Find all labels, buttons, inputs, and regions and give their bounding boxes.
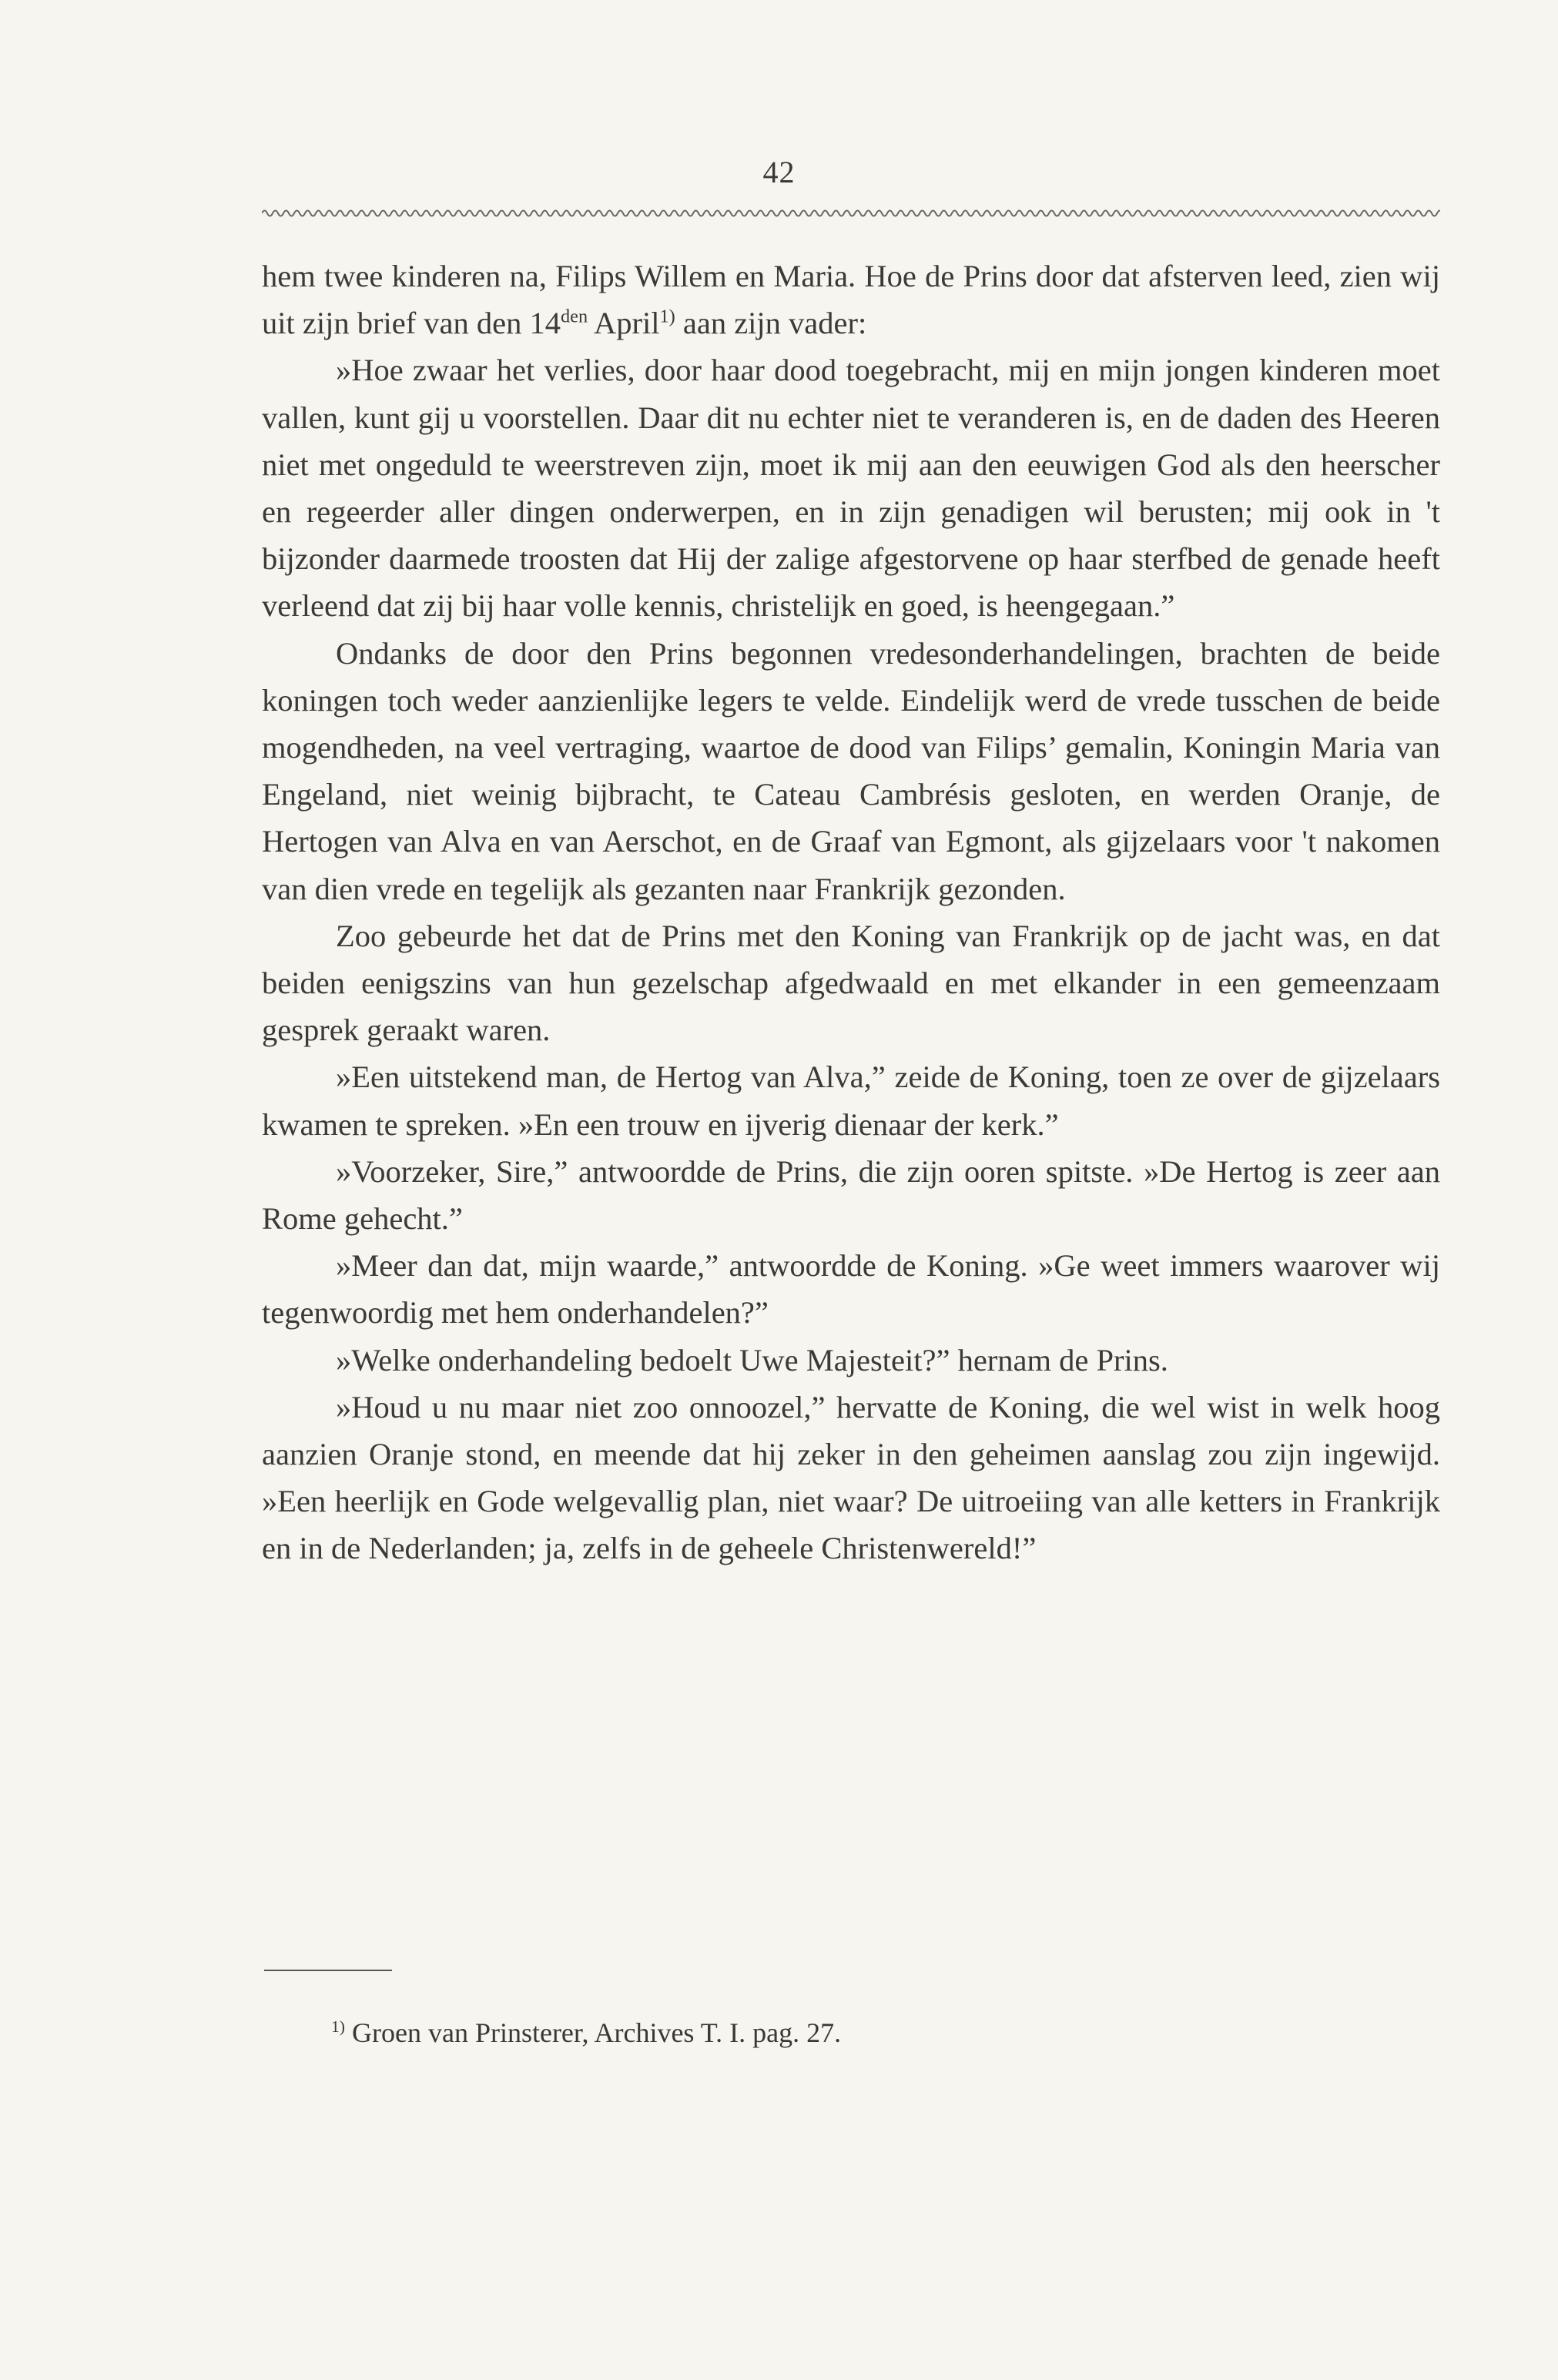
- paragraph: [262, 346, 1440, 629]
- wavy-ornament-rule: [262, 206, 1440, 220]
- footnote: [331, 2016, 841, 2050]
- footnote-rule: [264, 1970, 392, 1971]
- paragraph-text: Zoo gebeurde het dat de Prins met den Koning van Frankrijk op de jacht was, en dat beiden eenigszins van hun gezelschap afgedwaald en met elkander in een gemeenzaam gesprek geraakt waren.: [262, 918, 1440, 1048]
- paragraph: [262, 1337, 1440, 1384]
- paragraph-text: »Welke onderhandeling bedoelt Uwe Majesteit?” hernam de Prins.: [336, 1342, 1168, 1377]
- superscript: den: [561, 306, 588, 327]
- paragraph: [262, 253, 1440, 346]
- paragraph-text: aan zijn vader:: [675, 306, 867, 341]
- paragraph-text: »Meer dan dat, mijn waarde,” antwoordde de Koning. »Ge weet immers waarover wij tegenwoordig met hem onderhandelen?”: [262, 1248, 1440, 1331]
- paragraph-text: »Houd u nu maar niet zoo onnoozel,” hervatte de Koning, die wel wist in welk hoog aanzien Oranje stond, en meende dat hij zeker in den geheimen aanslag zou zijn ingewijd. »Een heerlijk en Gode welgevallig plan, niet waar? De uitroeiing van alle ketters in Frankrijk en in de Nederlanden; ja, zelfs in de geheele Christenwereld!”: [262, 1389, 1440, 1566]
- footnote-marker: 1): [331, 2017, 345, 2036]
- paragraph-text: April: [588, 306, 660, 341]
- paragraph: [262, 630, 1440, 912]
- paragraph-text: hem twee kinderen na, Filips Willem en Maria. Hoe de Prins door dat afsterven leed, zien wij uit zijn brief van den 14: [262, 259, 1440, 341]
- paragraph: [262, 1148, 1440, 1242]
- footnote-text: Groen van Prinsterer, Archives T. I. pag. 27.: [345, 2017, 842, 2048]
- paragraph-text: Ondanks de door den Prins begonnen vredesonderhandelingen, brachten de beide koningen toch weder aanzienlijke legers te velde. Eindelijk werd de vrede tusschen de beide mogendheden, na veel vertraging, waartoe de dood van Filips’ gemalin, Koningin Maria van Engeland, niet weinig bijbracht, te Cateau Cambrésis gesloten, en werden Oranje, de Hertogen van Alva en van Aerschot, en de Graaf van Egmont, als gijzelaars voor 't nakomen van dien vrede en tegelijk als gezanten naar Frankrijk gezonden.: [262, 635, 1440, 906]
- paragraph-text: »Een uitstekend man, de Hertog van Alva,” zeide de Koning, toen ze over de gijzelaars kwamen te spreken. »En een trouw en ijverig dienaar der kerk.”: [262, 1059, 1440, 1142]
- superscript: 1): [659, 306, 675, 327]
- paragraph-text: »Hoe zwaar het verlies, door haar dood toegebracht, mij en mijn jongen kinderen moet vallen, kunt gij u voorstellen. Daar dit nu echter niet te veranderen is, en de daden des Heeren niet met ongeduld te weerstreven zijn, moet ik mij aan den eeuwigen God als den heerscher en regeerder aller dingen onderwerpen, en in zijn genadigen wil berusten; mij ook in 't bijzonder daarmede troosten dat Hij der zalige afgestorvene op haar sterfbed de genade heeft verleend dat zij bij haar volle kennis, christelijk en goed, is heengegaan.”: [262, 353, 1440, 624]
- paragraph: [262, 912, 1440, 1054]
- paragraph: [262, 1053, 1440, 1147]
- paragraph: [262, 1242, 1440, 1336]
- paragraph: [262, 1384, 1440, 1572]
- body-text: [262, 253, 1440, 1572]
- page-number: 42: [762, 155, 796, 189]
- paragraph-text: »Voorzeker, Sire,” antwoordde de Prins, die zijn ooren spitste. »De Hertog is zeer aan Rome gehecht.”: [262, 1153, 1440, 1237]
